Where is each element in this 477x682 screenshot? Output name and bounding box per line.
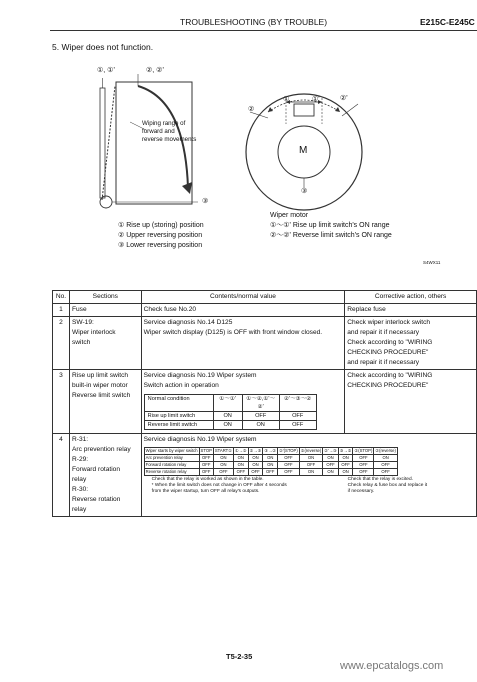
relay-row — [144, 462, 397, 469]
sub-cell: ON — [242, 421, 279, 430]
section-line: built-in wiper motor — [71, 382, 128, 389]
wiping-range-line-2: forward and — [142, 128, 175, 135]
troubleshooting-table — [52, 290, 477, 517]
section-line: R-30: — [71, 486, 89, 493]
col-header-corrective: Corrective action, others — [345, 291, 477, 304]
fig-label-one: ①, ①' — [97, 67, 115, 74]
table-row — [53, 304, 477, 317]
relay-cell: OFF — [263, 469, 278, 476]
section-title: 5. Wiper does not function. — [52, 42, 154, 52]
relay-cell: ON — [263, 455, 278, 462]
content-line: Service diagnosis No.19 Wiper system — [143, 372, 257, 379]
sub-header: ②'～③～② — [279, 395, 316, 412]
relay-cell: ON — [233, 455, 248, 462]
note-line: Check that the relay is worked as shown in the table. — [151, 477, 264, 482]
relay-cell: OFF — [299, 462, 323, 469]
relay-row — [144, 469, 397, 476]
relay-table — [144, 447, 398, 476]
action-line: CHECKING PROCEDURE" — [347, 382, 429, 389]
row-no: 2 — [53, 317, 70, 370]
relay-header-cell: STOP — [200, 448, 212, 453]
legend-upper-reversing: ② Upper reversing position — [118, 232, 203, 239]
action-line: CHECKING PROCEDURE" — [347, 349, 429, 356]
motor-label-three: ③ — [301, 188, 308, 195]
section-line: Rise up limit switch — [71, 372, 129, 379]
action-line: Check according to "WIRING — [347, 339, 433, 346]
relay-header-cell: ②(STOP) — [354, 448, 373, 453]
action-line: and repair it if necessary — [347, 329, 420, 336]
relay-cell: OFF — [248, 469, 263, 476]
relay-cell: OFF — [338, 462, 353, 469]
sub-cell: Reverse limit switch — [144, 421, 213, 430]
relay-cell: OFF — [353, 455, 374, 462]
note-line: * When the limit switch does not change in OFF after 4 seconds — [151, 483, 287, 488]
motor-label-one-prime: ①' — [312, 96, 320, 103]
row-no: 3 — [53, 370, 70, 434]
content-line: Service diagnosis No.14 D125 — [143, 319, 233, 326]
relay-cell: OFF — [374, 462, 398, 469]
model-code: E215C-E245C — [420, 17, 475, 27]
relay-cell: ON — [248, 455, 263, 462]
relay-cell: Forward rotation relay — [144, 462, 199, 469]
motor-label-one: ① — [283, 96, 290, 103]
action-line: Check that the relay is excited. — [347, 477, 413, 482]
row-action — [345, 370, 477, 434]
relay-cell: ON — [248, 462, 263, 469]
sub-row — [144, 421, 316, 430]
figure-ref: S4WX11 — [423, 260, 441, 265]
col-header-sections: Sections — [69, 291, 141, 304]
row-content — [141, 317, 345, 370]
relay-cell: OFF — [278, 455, 300, 462]
relay-header-cell: ②'(STOP) — [279, 448, 298, 453]
relay-header-cell: ①→② — [234, 448, 247, 453]
fig-label-two: ②, ②' — [146, 67, 164, 74]
relay-cell: ON — [338, 469, 353, 476]
motor-label-two-prime: ②' — [340, 95, 348, 102]
row-section — [69, 370, 141, 434]
action-line: and repair it if necessary — [347, 359, 420, 366]
motor-legend-rise-up: ①～①' Rise up limit switch's ON range — [270, 222, 390, 229]
watermark: www.epcatalogs.com — [340, 660, 444, 672]
fig-label-three: ③ — [202, 198, 209, 205]
legend-lower-reversing: ③ Lower reversing position — [118, 242, 203, 249]
col-header-contents: Contents/normal value — [141, 291, 345, 304]
section-line: SW-19: — [71, 319, 94, 326]
relay-header-row — [144, 448, 397, 455]
relay-cell: OFF — [278, 462, 300, 469]
relay-cell: ON — [323, 455, 339, 462]
row-section — [69, 434, 141, 517]
row-action: Replace fuse — [345, 304, 477, 317]
table-row — [53, 434, 477, 517]
section-line: Forward rotation — [71, 466, 120, 473]
relay-cell: OFF — [199, 462, 213, 469]
action-line: if necessary. — [347, 489, 375, 494]
section-line: R-29: — [71, 456, 89, 463]
relay-cell: OFF — [213, 469, 233, 476]
row-content — [141, 370, 345, 434]
sub-cell: OFF — [279, 421, 316, 430]
content-line: Wiper switch display (D125) is OFF with front window closed. — [143, 329, 323, 336]
action-line: Check wiper interlock switch — [347, 319, 431, 326]
sub-header: Normal condition — [144, 395, 213, 412]
wiping-range-line-1: Wiping range of — [142, 120, 186, 127]
relay-cell: ON — [263, 462, 278, 469]
section-line: R-31: — [71, 436, 89, 443]
sub-cell: ON — [213, 421, 242, 430]
relay-cell: OFF — [353, 462, 374, 469]
sub-cell: OFF — [242, 412, 279, 421]
relay-cell: OFF — [374, 469, 398, 476]
header-rule — [50, 30, 477, 31]
relay-header-cell: ②→③ — [249, 448, 262, 453]
section-line: Reverse rotation — [71, 496, 121, 503]
relay-cell: Arc prevention relay — [144, 455, 199, 462]
relay-header-cell: START① — [214, 448, 232, 453]
row-section — [69, 317, 141, 370]
relay-row — [144, 455, 397, 462]
page-number: T5-2-35 — [226, 652, 253, 661]
relay-header-cell: ③→② — [339, 448, 352, 453]
relay-cell: OFF — [233, 469, 248, 476]
motor-legend-reverse: ②～②' Reverse limit switch's ON range — [270, 232, 392, 239]
section-line: relay — [71, 506, 87, 513]
section-line: relay — [71, 476, 87, 483]
relay-notes — [144, 477, 475, 495]
content-line: Switch action in operation — [143, 382, 219, 389]
page-header-title: TROUBLESHOOTING (BY TROUBLE) — [180, 17, 328, 27]
relay-cell: Reverse rotation relay — [144, 469, 199, 476]
table-row — [53, 317, 477, 370]
motor-label-two: ② — [248, 106, 255, 113]
relay-cell: OFF — [199, 455, 213, 462]
row-no: 4 — [53, 434, 70, 517]
relay-header-cell: ②'→③ — [324, 448, 337, 453]
action-line: Check according to "WIRING — [347, 372, 433, 379]
section-line: switch — [71, 339, 91, 346]
relay-cell: ON — [213, 455, 233, 462]
relay-header-cell: ③→② — [264, 448, 277, 453]
relay-cell: ON — [323, 469, 339, 476]
section-line: Reverse limit switch — [71, 392, 131, 399]
sub-row — [144, 412, 316, 421]
sub-cell: OFF — [279, 412, 316, 421]
section-line: Arc prevention relay — [71, 446, 131, 453]
relay-cell: ON — [338, 455, 353, 462]
switch-action-table — [144, 394, 317, 430]
note-line: from the wiper startup, turn OFF all relay's outputs. — [151, 489, 260, 494]
relay-cell: ON — [213, 462, 233, 469]
relay-cell: OFF — [353, 469, 374, 476]
sub-cell: ON — [213, 412, 242, 421]
action-line: Check relay & fuse box and replace it — [347, 483, 428, 488]
row-content: Check fuse No.20 — [141, 304, 345, 317]
table-row — [53, 370, 477, 434]
row-section: Fuse — [69, 304, 141, 317]
relay-cell: OFF — [323, 462, 339, 469]
col-header-no: No. — [53, 291, 70, 304]
row-action — [345, 317, 477, 370]
relay-cell: OFF — [199, 469, 213, 476]
relay-header-cell: Wiper starts by wiper switch — [145, 448, 198, 453]
table-header-row — [53, 291, 477, 304]
sub-header: ①～②,①'～②' — [242, 395, 279, 412]
relay-cell: OFF — [278, 469, 300, 476]
motor-symbol: M — [299, 145, 308, 156]
relay-cell: ON — [374, 455, 398, 462]
wiping-range-line-3: reverse movements — [142, 136, 197, 143]
section-line: Wiper interlock — [71, 329, 116, 336]
wiper-motor-diagram — [240, 90, 380, 220]
row-no: 1 — [53, 304, 70, 317]
content-line: Service diagnosis No.19 Wiper system — [143, 436, 257, 443]
relay-header-cell: ②(reverse) — [300, 448, 322, 453]
relay-cell: ON — [299, 455, 323, 462]
legend-rise-up: ① Rise up (storing) position — [118, 222, 204, 229]
sub-header: ①～①' — [213, 395, 242, 412]
motor-caption: Wiper motor — [270, 212, 309, 219]
relay-cell: ON — [233, 462, 248, 469]
relay-header-cell: ②(reverse) — [375, 448, 396, 453]
relay-cell: ON — [299, 469, 323, 476]
row-content — [141, 434, 476, 517]
sub-cell: Rise up limit switch — [144, 412, 213, 421]
